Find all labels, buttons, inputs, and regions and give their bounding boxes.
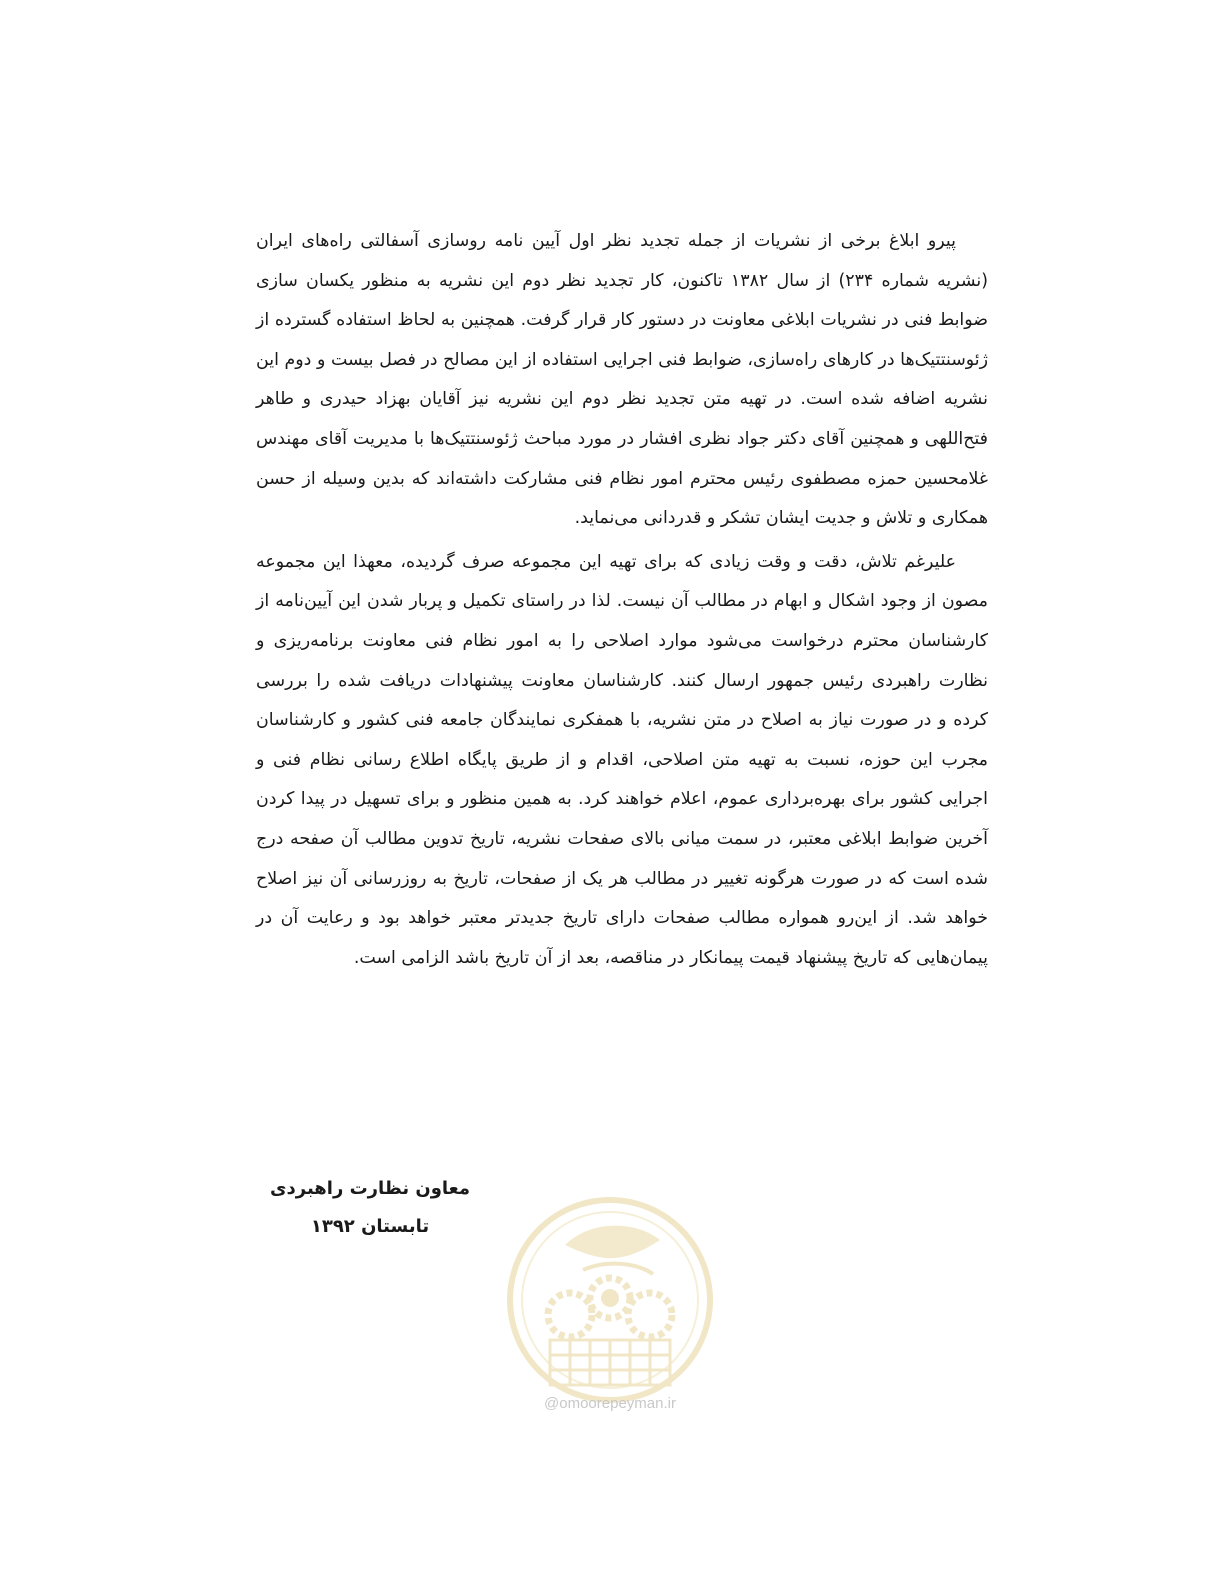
watermark-url: @omoorepeyman.ir <box>544 1395 676 1412</box>
paragraph-1: پیرو ابلاغ برخی از نشریات از جمله تجدید نظر اول آیین نامه روسازی آسفالتی راه‌های ایران (نشریه شماره ۲۳۴) از سال ۱۳۸۲ تاکنون، کار تجدید نظر دوم این نشریه به منظور یکسان سازی ضوابط فنی در نشریات ابلاغی معاونت در دستور کار قرار گرفت. همچنین به لحاظ استفاده گسترده از ژئوسنتتیک‌ها در کارهای راه‌سازی، ضوابط فنی اجرایی استفاده از این مصالح در فصل بیست و دوم این نشریه اضافه شده است. در تهیه متن تجدید نظر دوم این نشریه نیز آقایان بهزاد حیدری و طاهر فتح‌اللهی و همچنین آقای دکتر جواد نظری افشار در مورد مباحث ژئوسنتتیک‌ها با مدیریت آقای مهندس غلامحسین حمزه مصطفوی رئیس محترم امور نظام فنی مشارکت داشته‌اند که بدین وسیله از حسن همکاری و تلاش و جدیت ایشان تشکر و قدردانی می‌نماید. <box>256 231 988 529</box>
signature-title: معاون نظارت راهبردی <box>270 1178 470 1199</box>
document-body <box>256 222 988 982</box>
omoore-peyman-logo-icon <box>495 1190 725 1430</box>
paragraph-2: علیرغم تلاش، دقت و وقت زیادی که برای تهیه این مجموعه صرف گردیده، معهذا این مجموعه مصون از وجود اشکال و ابهام در مطالب آن نیست. لذا در راستای تکمیل و پربار شدن این آیین‌نامه از کارشناسان محترم درخواست می‌شود موارد اصلاحی را به امور نظام فنی معاونت برنامه‌ریزی و نظارت راهبردی رئیس جمهور ارسال کنند. کارشناسان معاونت پیشنهادات دریافت شده را بررسی کرده و در صورت نیاز به اصلاح در متن نشریه، با همفکری نمایندگان جامعه فنی کشور و کارشناسان مجرب این حوزه، نسبت به تهیه متن اصلاحی، اقدام و از طریق پایگاه اطلاع رسانی نظام فنی و اجرایی کشور برای بهره‌برداری عموم، اعلام خواهند کرد. به همین منظور و برای تسهیل در پیدا کردن آخرین ضوابط ابلاغی معتبر، در سمت میانی بالای صفحات نشریه، تاریخ تدوین مطالب آن صفحه درج شده است که در صورت هرگونه تغییر در مطالب هر یک از صفحات، تاریخ به روزرسانی آن نیز اصلاح خواهد شد. از این‌رو همواره مطالب صفحات دارای تاریخ جدیدتر معتبر خواهد بود و رعایت آن در پیمان‌هایی که تاریخ پیشنهاد قیمت پیمانکار در مناقصه، بعد از آن تاریخ باشد الزامی است. <box>256 551 988 968</box>
signature-date: تابستان ۱۳۹۲ <box>310 1216 430 1237</box>
signature-block <box>250 1170 490 1246</box>
